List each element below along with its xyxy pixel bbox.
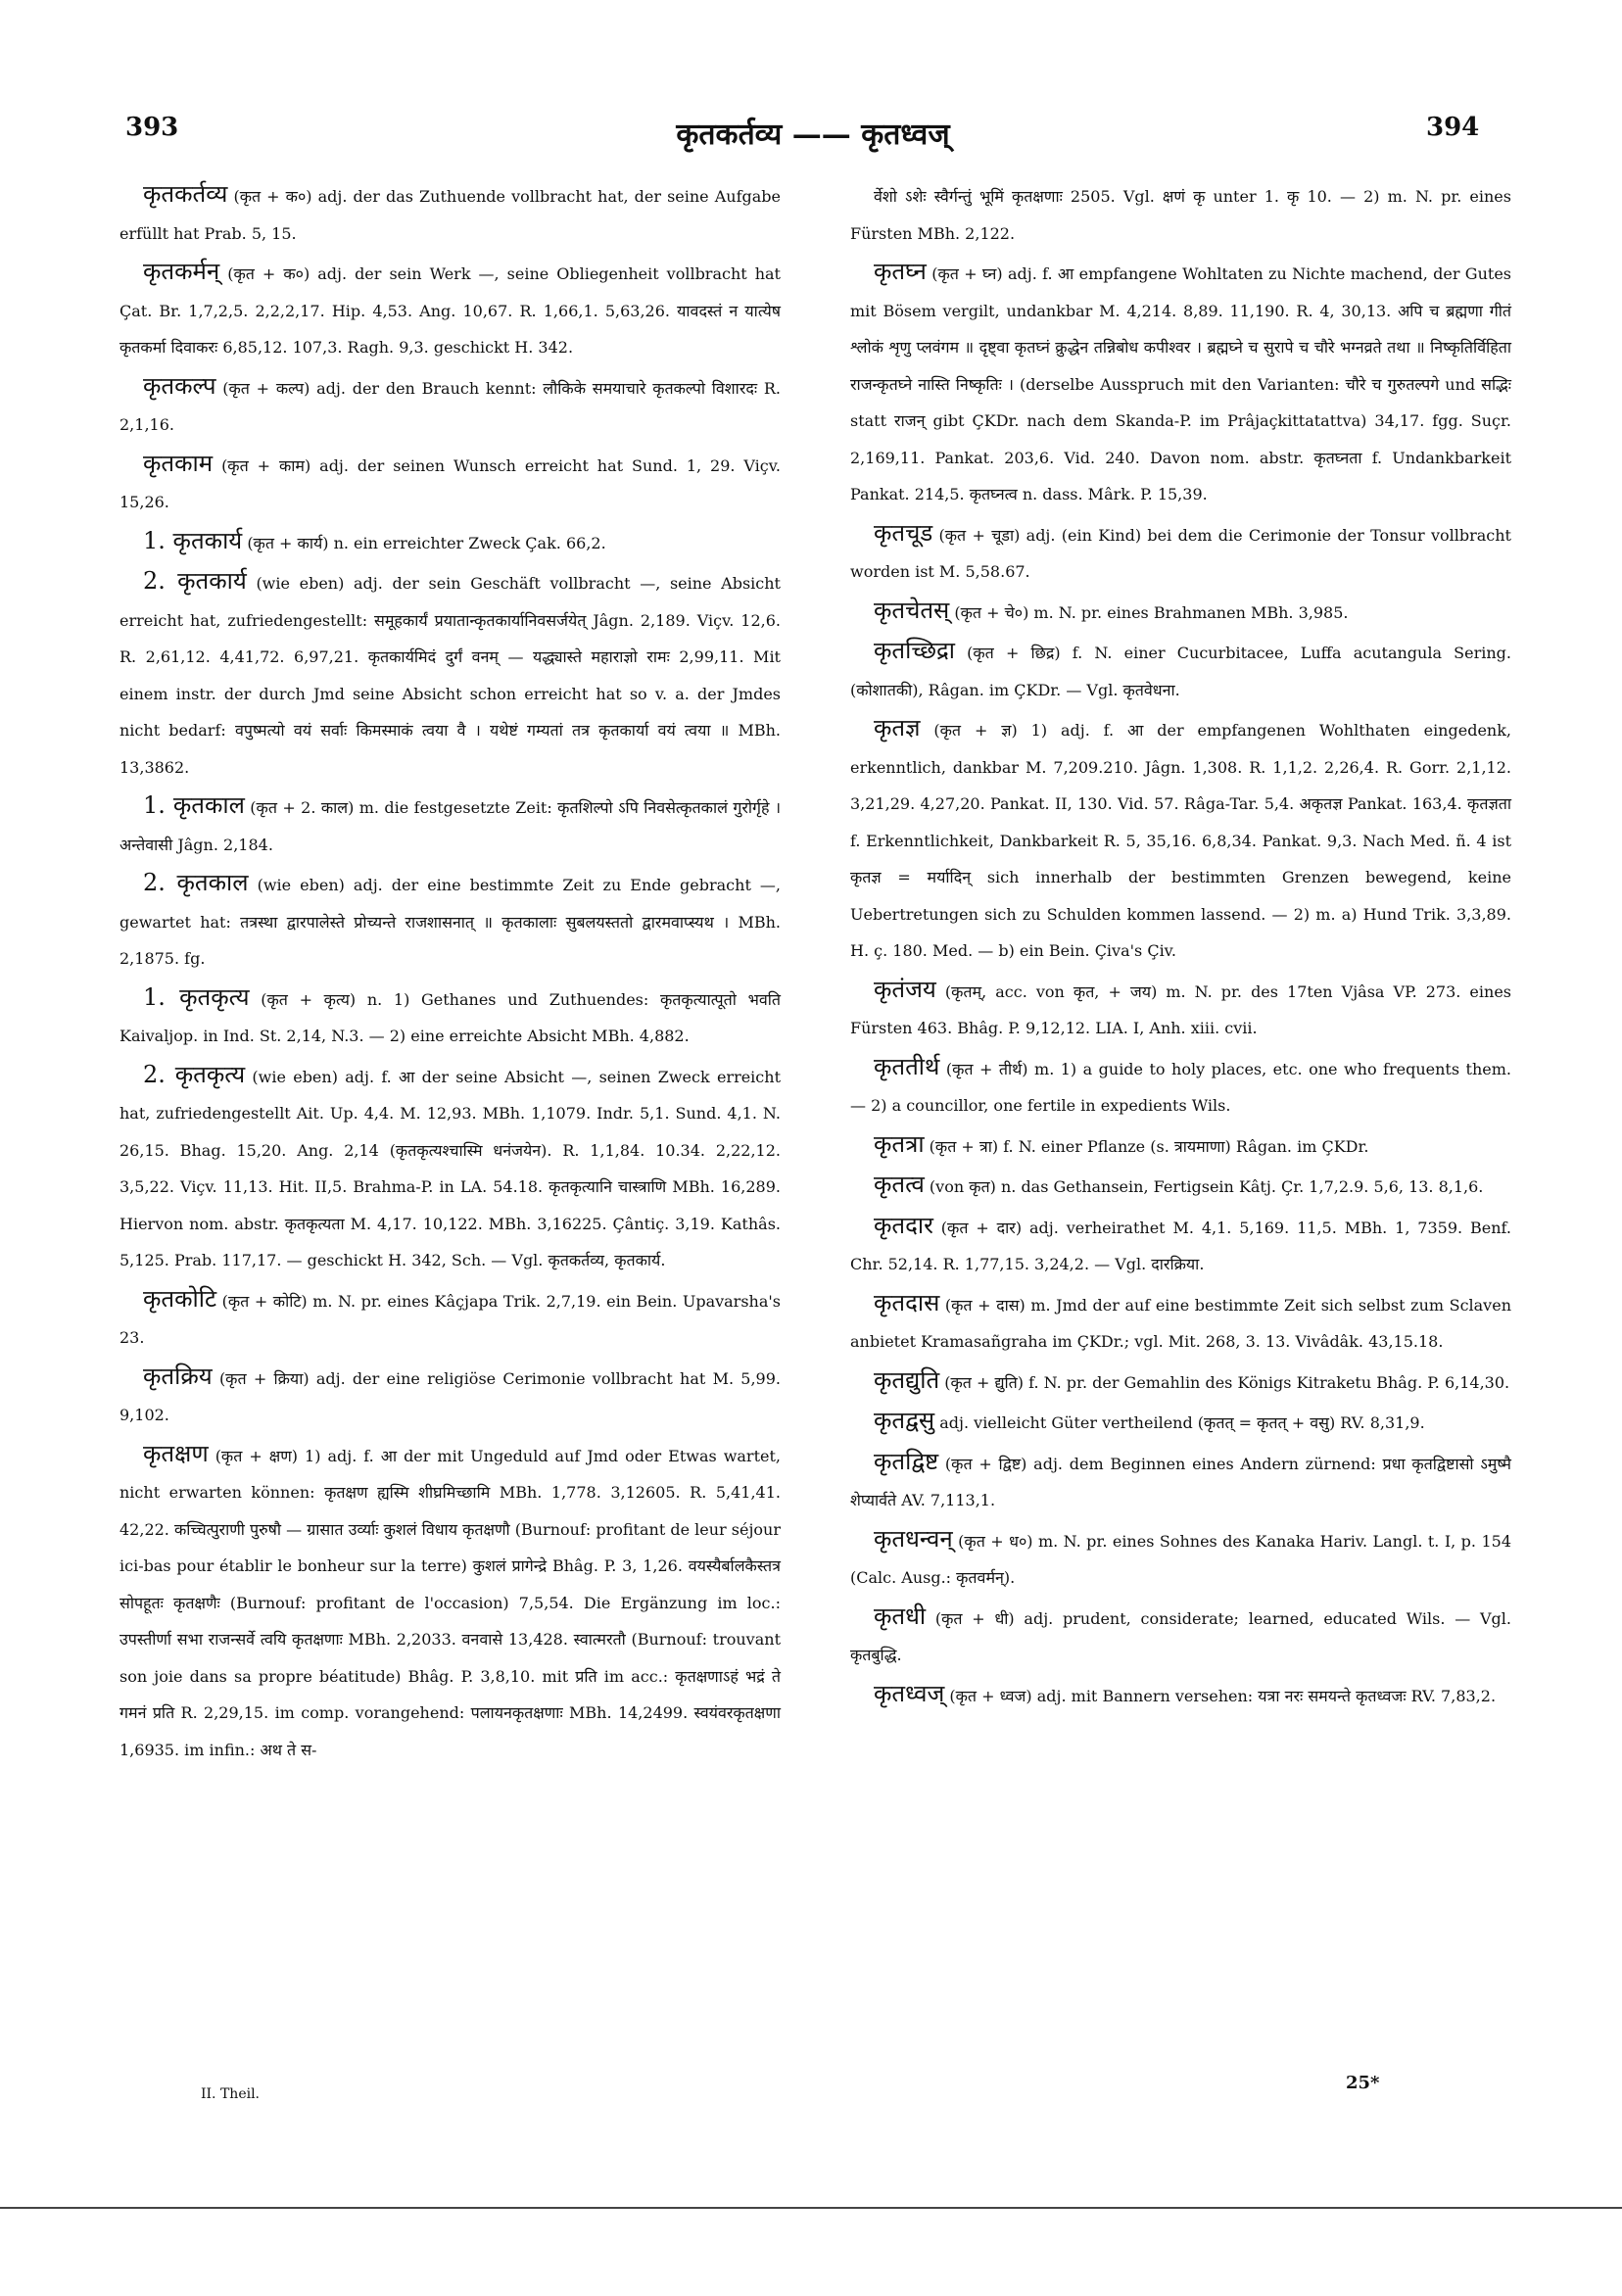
entry-text: (कृत + क्षण) 1) adj. f. आ der mit Ungeduld auf Jmd oder Etwas wartet, nicht erwarten können: कृतक्षण ह्यस्मि शीघ्रमिच्छामि MBh. 1,778. 3,12605. R. 5,41,41. 42,22. कच्चित्पुराणी पुरुषौ — ग्रासात उर्व्याः कुशलं विधाय कृतक्षणौ (Burnouf: profitant de leur séjour ici-bas pour établir le bonheur sur la terre) कुशलं प्रागेन्द्रे Bhâg. P. 3, 1,26. वयस्यैर्बालकैस्तत्र सोपहूतः कृतक्षणैः (Burnouf: profitant de l'occasion) 7,5,54. Die Ergänzung im loc.: उपस्तीर्णा सभा राजन्सर्वे त्वयि कृतक्षणाः MBh. 2,2033. वनवासे 13,428. स्वात्मरतौ (Burnouf: trouvant son joie dans sa propre béatitude) Bhâg. P. 3,8,10. mit प्रति im acc.: कृतक्षणाऽहं भद्रं ते गमनं प्रति R. 2,29,15. im comp. vorangehend: पलायनकृतक्षणाः MBh. 14,2499. स्वयंवरकृतक्षणा 1,6935. im infin.: अथ ते स- [119,1446,781,1759]
entry-headword: कृतचेतस् [874,596,950,624]
entry-headword: 2. कृतकृत्य [143,1060,246,1088]
running-title: कृतकर्तव्य —— कृतध्वज् [676,118,950,152]
entry-text: (कृत + चूडा) adj. (ein Kind) bei dem die Cerimonie der Tonsur vollbracht worden ist M. 5,58.67. [850,525,1511,581]
entry-headword: कृतधी [874,1602,927,1630]
entry-text: (कृत + धी) adj. prudent, considerate; learned, educated Wils. — Vgl. कृतबुद्धि. [850,1608,1511,1664]
entry-headword: कृततीर्थ [874,1052,940,1080]
dictionary-entry [119,176,781,252]
right-column [850,176,1511,1716]
dictionary-entry [850,710,1511,970]
entry-headword: कृतध्वज् [874,1679,945,1707]
entry-headword: कृतचूड [874,518,933,547]
entry-text: (कृत + द्विष्ट) adj. dem Beginnen eines Andern zürnend: प्रधा कृतद्विष्टासो ऽमुष्मै शेप्यार्वते AV. 7,113,1. [850,1454,1511,1509]
entry-headword: कृतधन्वन् [874,1524,953,1553]
entry-headword: कृतच्छिद्रा [874,637,955,664]
entry-headword: कृतकाम [143,449,214,477]
dictionary-entry [119,1436,781,1769]
entry-text: (wie eben) adj. f. आ der seine Absicht —, seinen Zweck erreicht hat, zufriedengestellt Ait. Up. 4,4. M. 12,93. MBh. 1,1079. Indr. 5,1. Sund. 4,1. N. 26,15. Bhag. 15,20. Ang. 2,14 (कृतकृत्यश्चास्मि धनंजयेन). R. 1,1,84. 10.34. 2,22,12. 3,5,22. Viçv. 11,13. Hit. II,5. Brahma-P. in LA. 54.18. कृतकृत्यानि चास्त्राणि MBh. 16,289. Hiervon nom. abstr. कृतकृत्यता M. 4,17. 10,122. MBh. 3,16225. Çântiç. 3,19. Kathâs. 5,125. Prab. 117,17. — geschickt H. 342, Sch. — Vgl. कृतकर्तव्य, कृतकार्य. [119,1067,781,1269]
dictionary-entry [850,176,1511,252]
dictionary-entry [850,593,1511,632]
entry-text: (कृत + ज्ञ) 1) adj. f. आ der empfangenen Wohlthaten eingedenk, erkenntlich, dankbar M. 7,209.210. Jâgn. 1,308. R. 1,1,2. 2,26,4. R. Gorr. 2,1,12. 3,21,29. 4,27,20. Pankat. II, 130. Vid. 57. Râga-Tar. 5,4. अकृतज्ञ Pankat. 163,4. कृतज्ञता f. Erkenntlichkeit, Dankbarkeit R. 5, 35,16. 6,8,34. Pankat. 9,3. Nach Med. ñ. 4 ist कृतज्ञ = मर्यादिन् sich innerhalb der bestimmten Grenzen bewegend, keine Uebertretungen sich zu Schulden kommen lassend. — 2) m. a) Hund Trik. 3,3,89. H. ç. 180. Med. — b) ein Bein. Çiva's Çiv. [850,721,1511,960]
entry-text: (कृत + त्रा) f. N. einer Pflanze (s. त्रायमाणा) Râgan. im ÇKDr. [929,1136,1369,1156]
dictionary-entry [850,254,1511,513]
dictionary-entry [119,865,781,978]
entry-headword: कृतत्रा [874,1129,925,1158]
dictionary-entry [119,563,781,786]
dictionary-entry [119,980,781,1055]
dictionary-entry [119,788,781,863]
entry-headword: कृतज्ञ [874,714,921,741]
entry-headword: 1. कृतकृत्य [143,982,250,1011]
dictionary-entry [119,1359,781,1434]
entry-text: (कृत + कोटि) m. N. pr. eines Kâçjapa Trik. 2,7,19. ein Bein. Upavarsha's 23. [119,1291,781,1347]
dictionary-entry [119,523,781,562]
entry-text: (कृत + द्युति) f. N. pr. der Gemahlin des Königs Kitraketu Bhâg. P. 6,14,30. [944,1372,1510,1392]
page-number-left: 393 [125,113,179,142]
entry-text: adj. vielleicht Güter vertheilend (कृतत् = कृतत् + वसु) RV. 8,31,9. [939,1413,1425,1432]
entry-text: (कृत + क०) adj. der das Zuthuende vollbracht hat, der seine Aufgabe erfüllt hat Prab. 5, 15. [119,187,781,243]
dictionary-entry [850,1208,1511,1283]
entry-text: (कृत + कार्य) n. ein erreichter Zweck Çak. 66,2. [247,533,606,552]
entry-headword: कृतद्वसु [874,1407,935,1434]
bottom-rule [0,2207,1622,2209]
entry-text: (कृत + कल्प) adj. der den Brauch kennt: लौकिके समयाचारे कृतकल्पो विशारदः R. 2,1,16. [119,378,781,434]
entry-headword: कृतदार [874,1211,933,1239]
dictionary-entry [119,368,781,444]
entry-text: (wie eben) adj. der eine bestimmte Zeit zu Ende gebracht —, gewartet hat: तत्रस्था द्वारपालेस्ते प्रोच्यन्ते राजशासनात् ॥ कृतकालाः सुबलयस्ततो द्वारमवाप्स्यथ । MBh. 2,1875. fg. [119,876,781,968]
dictionary-entry [119,1057,781,1279]
entry-headword: कृतकर्मन् [143,258,220,285]
page-number-right: 394 [1426,113,1480,142]
entry-headword: 1. कृतकार्य [143,526,243,554]
entry-headword: कृतत्व [874,1171,925,1198]
entry-text: (कृत + चे०) m. N. pr. eines Brahmanen MBh. 3,985. [954,602,1349,622]
entry-text: (कृत + ध०) m. N. pr. eines Sohnes des Kanaka Hariv. Langl. t. I, p. 154 (Calc. Ausg.: कृतवर्मन्). [850,1531,1511,1587]
dictionary-entry [119,1281,781,1357]
volume-note: II. Theil. [201,2086,261,2102]
entry-headword: कृतद्विष्ट [874,1447,939,1475]
dictionary-entry [850,1049,1511,1124]
entry-text: (कृतम्, acc. von कृत, + जय) m. N. pr. des 17ten Vjâsa VP. 273. eines Fürsten 463. Bhâg. P. 9,12,12. LIA. I, Anh. xiii. cvii. [850,981,1511,1037]
entry-text: (कृत + तीर्थ) m. 1) a guide to holy places, etc. one who frequents them. — 2) a councillor, one fertile in expedients Wils. [850,1059,1511,1115]
dictionary-entry [850,1444,1511,1519]
entry-headword: कृतकर्तव्य [143,180,228,208]
entry-headword: कृतघ्न [874,258,927,285]
dictionary-entry [850,633,1511,708]
entry-headword: कृतद्युति [874,1365,940,1394]
entry-text: (कृत + कृत्य) n. 1) Gethanes und Zuthuendes: कृतकृत्यात्पूतो भवति Kaivaljop. in Ind. St. 2,14, N.3. — 2) eine erreichte Absicht MBh. 4,882. [119,989,782,1045]
entry-text: (कृत + छिद्र) f. N. einer Cucurbitacee, Luffa acutangula Sering. (कोशातकी), Râgan. im ÇKDr. — Vgl. कृतवेधना. [850,644,1511,699]
entry-text: (कृत + घ्न) adj. f. आ empfangene Wohltaten zu Nichte machend, der Gutes mit Bösem vergilt, undankbar M. 4,214. 8,89. 11,190. R. 4, 30,13. अपि च ब्रह्मणा गीतं श्लोकं शृणु प्लवंगम ॥ दृष्ट्वा कृतघ्नं क्रुद्धेन तन्निबोध कपीश्वर । ब्रह्मघ्ने च सुरापे च चौरे भग्नव्रते तथा ॥ निष्कृतिर्विहिता राजन्कृतघ्ने नास्ति निष्कृतिः । (derselbe Ausspruch mit den Varianten: चौरे च गुरुतल्पगे und सद्भिः statt राजन् gibt ÇKDr. nach dem Skanda-P. im Prâjaçkittatattva) 34,17. fgg. Suçr. 2,169,11. Pankat. 203,6. Vid. 240. Davon nom. abstr. कृतघ्नता f. Undankbarkeit Pankat. 214,5. कृतघ्नत्व n. dass. Mârk. P. 15,39. [850,264,1511,503]
dictionary-entry [119,254,781,366]
entry-text: (कृत + काम) adj. der seinen Wunsch erreicht hat Sund. 1, 29. Viçv. 15,26. [119,455,781,511]
left-column [119,176,781,1770]
dictionary-entry [119,446,781,521]
page-header [0,113,1622,162]
dictionary-entry [850,1403,1511,1442]
entry-text: (von कृत) n. das Gethansein, Fertigsein Kâtj. Çr. 1,7,2.9. 5,6, 13. 8,1,6. [929,1177,1484,1196]
entry-headword: 2. कृतकाल [143,869,249,896]
entry-text: (कृत + दार) adj. verheirathet M. 4,1. 5,169. 11,5. MBh. 1, 7359. Benf. Chr. 52,14. R. 1,77,15. 3,24,2. — Vgl. दारक्रिया. [850,1218,1511,1273]
dictionary-entry [850,972,1511,1047]
entry-text: (कृत + ध्वज) adj. mit Bannern versehen: यत्रा नरः समयन्ते कृतध्वजः RV. 7,83,2. [949,1686,1497,1705]
entry-headword: 1. कृतकाल [143,791,245,819]
entry-text: (wie eben) adj. der sein Geschäft vollbracht —, seine Absicht erreicht hat, zufriedengestellt: समूहकार्यं प्रयातान्कृतकार्यानिवसर्जयेत् Jâgn. 2,189. Viçv. 12,6. R. 2,61,12. 4,41,72. 6,97,21. कृतकार्यमिदं दुर्गं वनम् — यद्ध्यास्ते महाराज्ञो रामः 2,99,11. Mit einem instr. der durch Jmd seine Absicht schon erreicht hat so v. a. der Jmdes nicht bedarf: वपुष्मत्यो वयं सर्वाः किमस्माकं त्वया वै । यथेष्टं गम्यतां तत्र कृतकार्या वयं त्वया ॥ MBh. 13,3862. [119,574,781,777]
entry-headword: कृतकल्प [143,371,216,400]
entry-text: र्वेशो ऽशेः स्वैर्गन्तुं भूमिं कृतक्षणाः 2505. Vgl. क्षणं कृ unter 1. कृ 10. — 2) m. N. pr. eines Fürsten MBh. 2,122. [850,187,1511,243]
dictionary-entry [850,1285,1511,1361]
dictionary-entry [850,1126,1511,1166]
entry-text: (कृत + क्रिया) adj. der eine religiöse Cerimonie vollbracht hat M. 5,99. 9,102. [119,1368,781,1424]
dictionary-entry [850,515,1511,591]
entry-headword: कृतक्रिय [143,1362,213,1390]
entry-text: (कृत + दास) m. Jmd der auf eine bestimmte Zeit sich selbst zum Sclaven anbietet Kramasañgraha im ÇKDr.; vgl. Mit. 268, 3. 13. Vivâdâk. 43,15.18. [850,1295,1511,1351]
entry-headword: कृतंजय [874,975,936,1003]
entry-text: (कृत + क०) adj. der sein Werk —, seine Obliegenheit vollbracht hat Çat. Br. 1,7,2,5. 2,2,2,17. Hip. 4,53. Ang. 10,67. R. 1,66,1. 5,63,26. यावदस्तं न यात्येष कृतकर्मा दिवाकरः 6,85,12. 107,3. Ragh. 9,3. geschickt H. 342. [119,264,781,357]
dictionary-entry [850,1363,1511,1402]
entry-text: (कृत + 2. काल) m. die festgesetzte Zeit: कृतशिल्पो ऽपि निवसेत्कृतकालं गुरोर्गृहे । अन्तेवासी Jâgn. 2,184. [119,798,782,854]
dictionary-entry [850,1676,1511,1715]
dictionary-entry [850,1167,1511,1206]
entry-headword: कृतक्षण [143,1439,209,1467]
dictionary-entry [850,1599,1511,1674]
signature-mark: 25* [1346,2073,1380,2093]
dictionary-entry [850,1521,1511,1597]
entry-headword: कृतदास [874,1288,940,1316]
entry-headword: 2. कृतकार्य [143,567,247,595]
entry-headword: कृतकोटि [143,1284,217,1313]
